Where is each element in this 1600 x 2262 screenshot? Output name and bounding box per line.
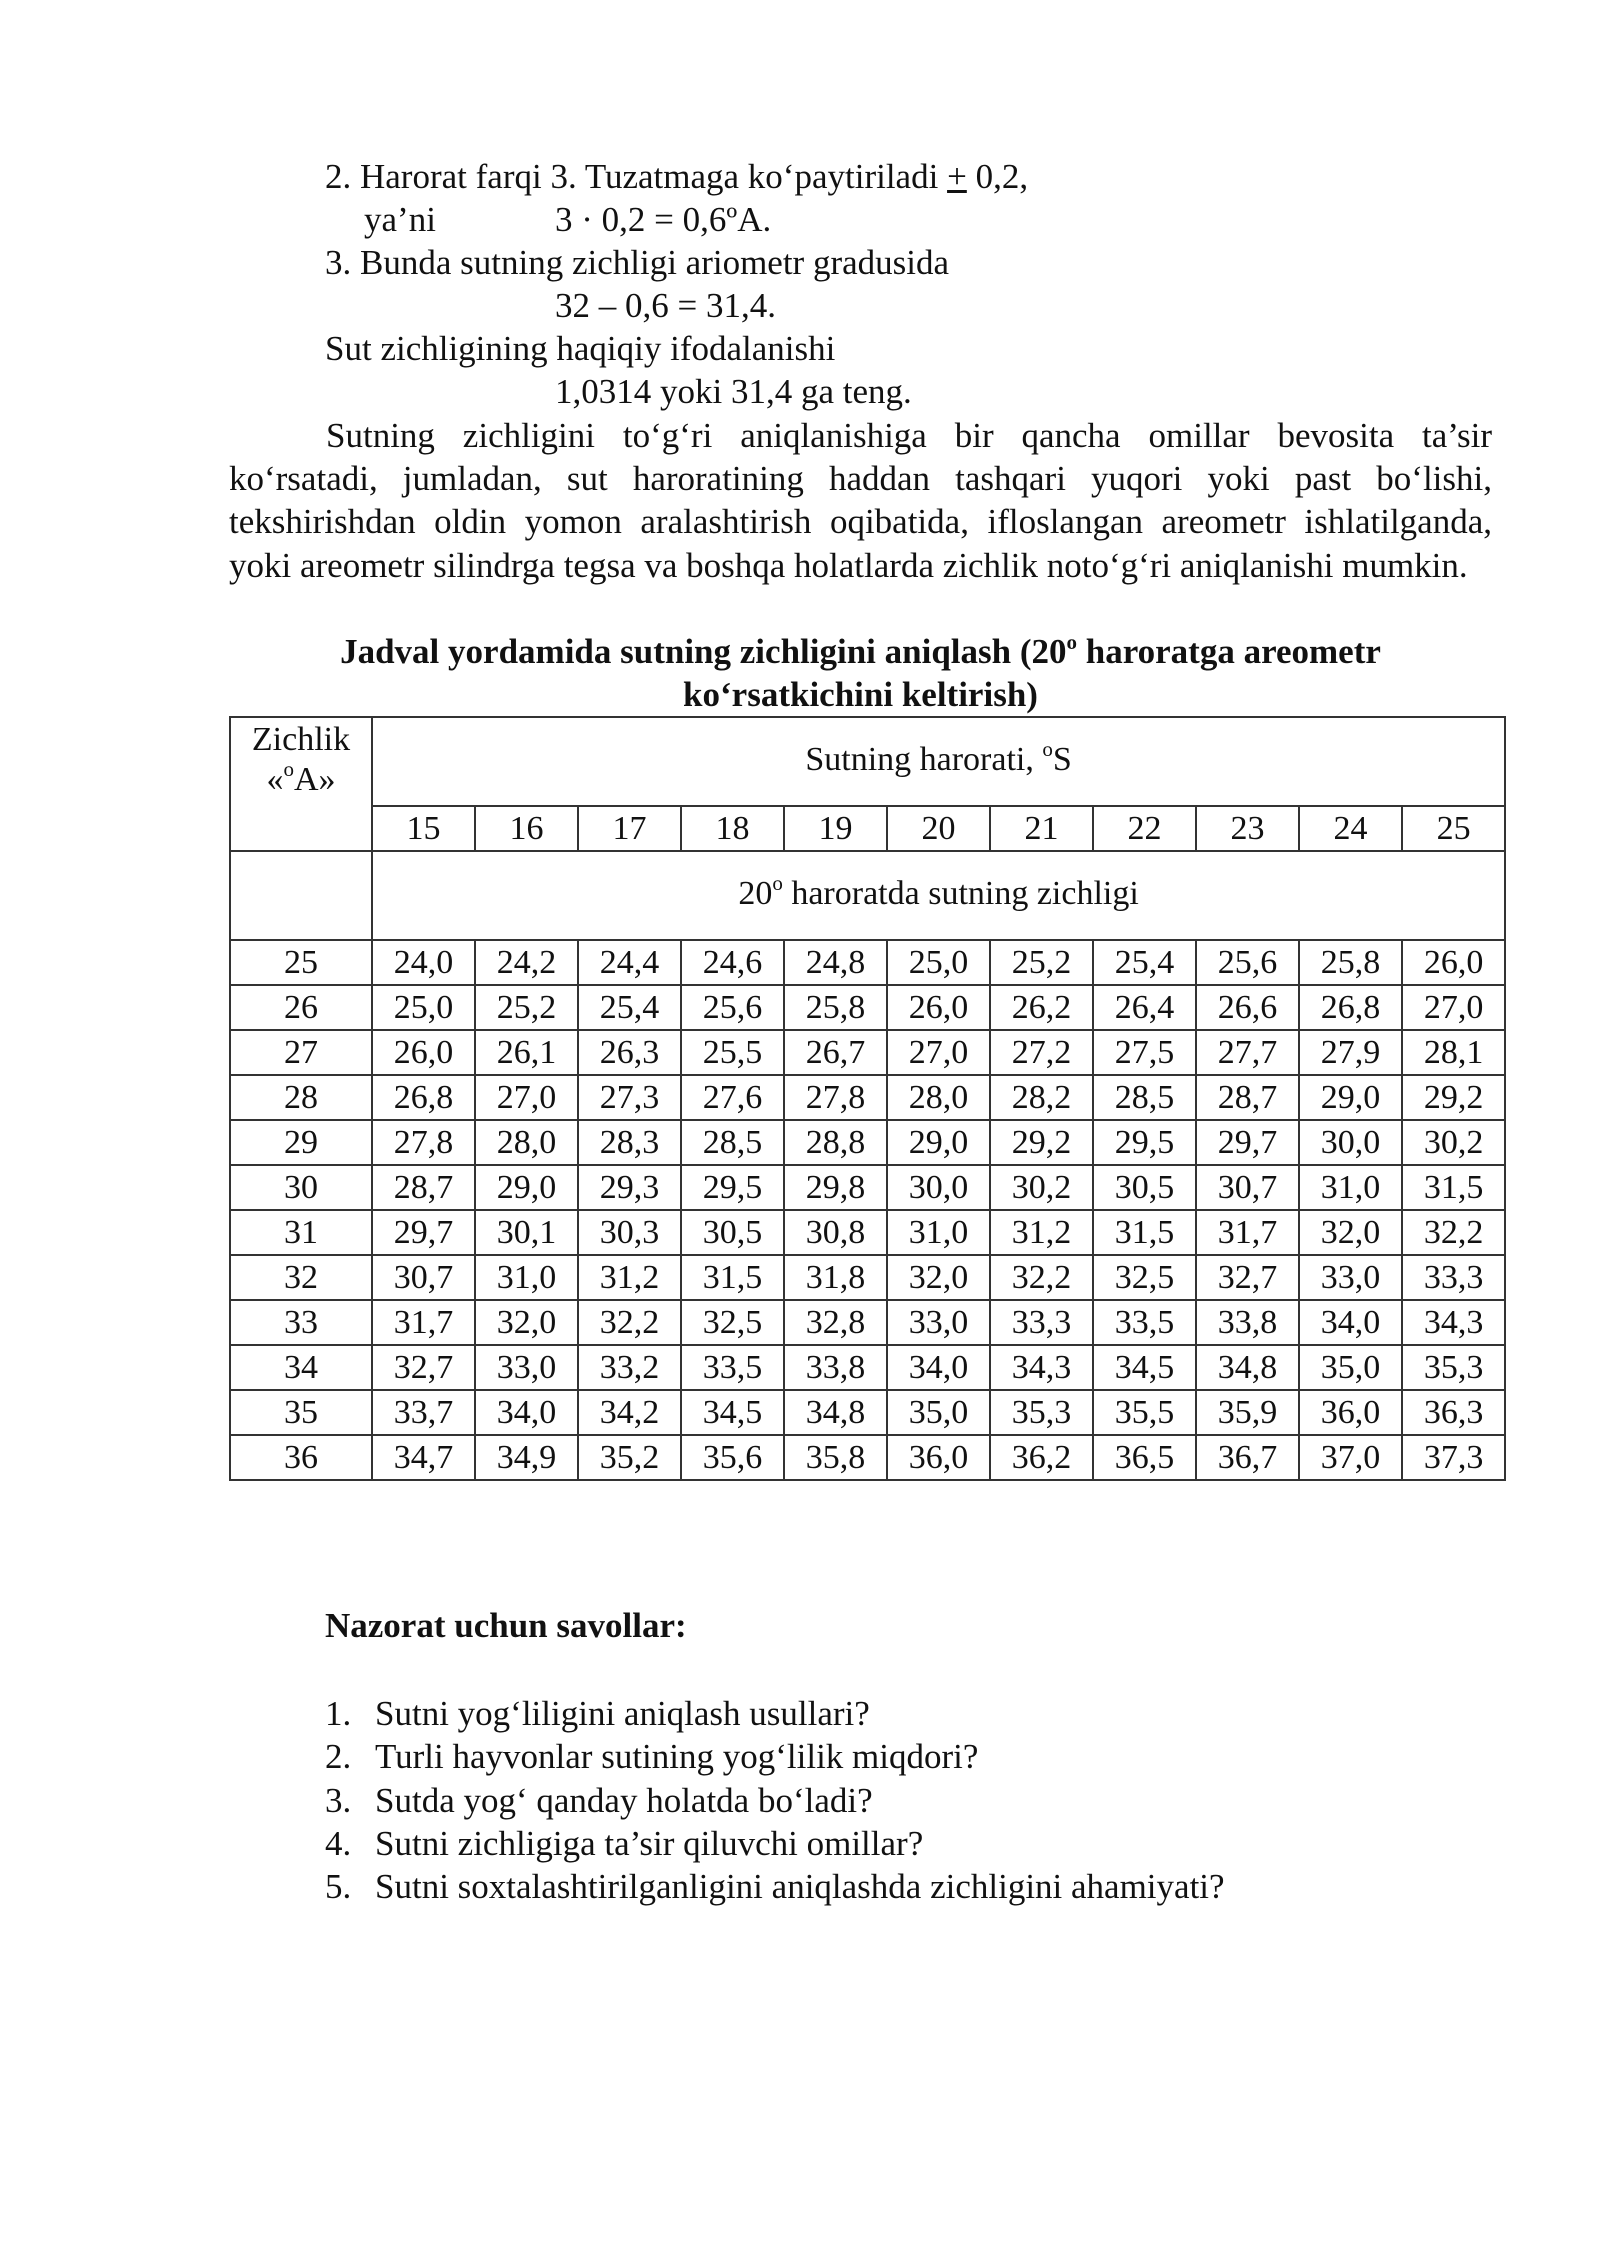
degree-superscript: o bbox=[772, 871, 783, 895]
density-value-cell: 31 bbox=[230, 1210, 372, 1255]
corrected-density-cell: 24,0 bbox=[372, 940, 475, 985]
corrected-density-cell: 33,5 bbox=[681, 1345, 784, 1390]
corrected-density-cell: 25,0 bbox=[887, 940, 990, 985]
corrected-density-cell: 25,8 bbox=[1299, 940, 1402, 985]
corrected-density-cell: 28,1 bbox=[1402, 1030, 1505, 1075]
body-paragraph: Sutning zichligini to‘g‘ri aniqlanishiga bir qancha omillar bevosita ta’sir ko‘rsatadi, jumladan, sut haroratining haddan tashqari yuqori yoki past bo‘lishi, tekshirishdan oldin yomon aralashtirish oqibatida, ifloslangan areometr ishlatilganda, yoki areometr silindrga tegsa va boshqa holatlarda zichlik noto‘g‘ri aniqlanishi mumkin. bbox=[229, 416, 1492, 585]
question-text: Sutda yog‘ qanday holatda bo‘ladi? bbox=[375, 1780, 873, 1820]
corrected-density-cell: 35,9 bbox=[1196, 1390, 1299, 1435]
corrected-density-cell: 30,1 bbox=[475, 1210, 578, 1255]
intro-line-5: Sut zichligining haqiqiy ifodalanishi bbox=[325, 329, 836, 368]
corrected-density-cell: 32,0 bbox=[887, 1255, 990, 1300]
density-value-cell: 29 bbox=[230, 1120, 372, 1165]
intro-line-1-tail: 0,2, bbox=[966, 157, 1029, 196]
corrected-density-cell: 27,8 bbox=[784, 1075, 887, 1120]
corrected-density-cell: 28,5 bbox=[1093, 1075, 1196, 1120]
corrected-density-cell: 37,3 bbox=[1402, 1435, 1505, 1480]
temperature-cell: 16 bbox=[475, 806, 578, 851]
density-value-cell: 25 bbox=[230, 940, 372, 985]
corrected-density-cell: 29,0 bbox=[1299, 1075, 1402, 1120]
questions-list bbox=[325, 1692, 1225, 1908]
corrected-density-cell: 32,2 bbox=[990, 1255, 1093, 1300]
temperature-cell: 20 bbox=[887, 806, 990, 851]
temperature-cell: 15 bbox=[372, 806, 475, 851]
density-header-quote-open: « bbox=[266, 761, 284, 798]
corrected-density-cell: 32,0 bbox=[1299, 1210, 1402, 1255]
corrected-density-cell: 28,0 bbox=[475, 1120, 578, 1165]
corrected-density-cell: 33,7 bbox=[372, 1390, 475, 1435]
corrected-density-cell: 30,8 bbox=[784, 1210, 887, 1255]
corrected-density-cell: 30,0 bbox=[1299, 1120, 1402, 1165]
corrected-density-cell: 35,0 bbox=[887, 1390, 990, 1435]
temperature-cell: 18 bbox=[681, 806, 784, 851]
table-title-part-b: haroratga areometr bbox=[1077, 632, 1381, 671]
density-header-unit: A» bbox=[293, 761, 336, 798]
density-value-cell: 27 bbox=[230, 1030, 372, 1075]
density-value-cell: 34 bbox=[230, 1345, 372, 1390]
corrected-density-cell: 29,8 bbox=[784, 1165, 887, 1210]
question-text: Turli hayvonlar sutining yog‘lilik miqdori? bbox=[375, 1737, 979, 1777]
corrected-density-cell: 28,5 bbox=[681, 1120, 784, 1165]
corrected-density-cell: 26,0 bbox=[887, 985, 990, 1030]
question-number: 1. bbox=[325, 1694, 352, 1733]
plus-minus-sign: + bbox=[947, 157, 967, 196]
corrected-density-cell: 24,4 bbox=[578, 940, 681, 985]
corrected-density-cell: 32,8 bbox=[784, 1300, 887, 1345]
corrected-density-cell: 34,8 bbox=[1196, 1345, 1299, 1390]
corrected-density-cell: 35,2 bbox=[578, 1435, 681, 1480]
corrected-density-cell: 33,8 bbox=[784, 1345, 887, 1390]
intro-line-2-word: ya’ni bbox=[364, 200, 436, 239]
corrected-density-cell: 26,6 bbox=[1196, 985, 1299, 1030]
corrected-density-cell: 27,6 bbox=[681, 1075, 784, 1120]
corrected-density-cell: 29,0 bbox=[887, 1120, 990, 1165]
corrected-density-cell: 26,8 bbox=[1299, 985, 1402, 1030]
temperature-header-text: Sutning harorati, bbox=[805, 741, 1043, 778]
table-title-part-a: Jadval yordamida sutning zichligini aniqlash (20 bbox=[340, 632, 1067, 671]
corrected-density-cell: 26,3 bbox=[578, 1030, 681, 1075]
question-text: Sutni yog‘liligini aniqlash usullari? bbox=[375, 1694, 870, 1733]
corrected-density-cell: 28,8 bbox=[784, 1120, 887, 1165]
intro-line-2-equation: 3 · 0,2 = 0,6ºA. bbox=[555, 200, 772, 239]
corrected-density-cell: 29,2 bbox=[990, 1120, 1093, 1165]
corrected-density-cell: 35,6 bbox=[681, 1435, 784, 1480]
corrected-density-cell: 32,5 bbox=[681, 1300, 784, 1345]
corrected-density-cell: 31,2 bbox=[990, 1210, 1093, 1255]
corrected-density-cell: 31,0 bbox=[1299, 1165, 1402, 1210]
corrected-density-cell: 30,3 bbox=[578, 1210, 681, 1255]
question-number: 4. bbox=[325, 1823, 352, 1863]
corrected-density-cell: 35,3 bbox=[1402, 1345, 1505, 1390]
corrected-density-cell: 33,0 bbox=[1299, 1255, 1402, 1300]
corrected-density-cell: 36,0 bbox=[1299, 1390, 1402, 1435]
corrected-density-cell: 30,7 bbox=[372, 1255, 475, 1300]
temperature-cell: 17 bbox=[578, 806, 681, 851]
question-number: 5. bbox=[325, 1867, 352, 1907]
corrected-density-cell: 31,0 bbox=[887, 1210, 990, 1255]
corrected-density-cell: 29,0 bbox=[475, 1165, 578, 1210]
table-row bbox=[230, 1210, 1505, 1255]
corrected-density-cell: 31,5 bbox=[1402, 1165, 1505, 1210]
corrected-density-cell: 24,8 bbox=[784, 940, 887, 985]
table-title-line-1 bbox=[229, 630, 1492, 678]
density-table bbox=[229, 716, 1506, 1481]
corrected-density-cell: 28,0 bbox=[887, 1075, 990, 1120]
degree-superscript: o bbox=[283, 757, 294, 781]
corrected-density-cell: 26,0 bbox=[372, 1030, 475, 1075]
corrected-density-cell: 29,5 bbox=[681, 1165, 784, 1210]
corrected-density-cell: 34,0 bbox=[887, 1345, 990, 1390]
question-item bbox=[325, 1735, 1225, 1778]
question-number: 2. bbox=[325, 1737, 352, 1777]
corrected-density-cell: 25,8 bbox=[784, 985, 887, 1030]
corrected-density-cell: 26,1 bbox=[475, 1030, 578, 1075]
table-row bbox=[230, 1435, 1505, 1480]
density-column-header bbox=[230, 717, 372, 851]
corrected-density-cell: 34,9 bbox=[475, 1435, 578, 1480]
corrected-density-cell: 27,0 bbox=[475, 1075, 578, 1120]
corrected-density-cell: 30,2 bbox=[990, 1165, 1093, 1210]
corrected-density-cell: 25,0 bbox=[372, 985, 475, 1030]
table-row bbox=[230, 1255, 1505, 1300]
corrected-density-cell: 34,0 bbox=[475, 1390, 578, 1435]
corrected-density-cell: 27,3 bbox=[578, 1075, 681, 1120]
density-at-20-header bbox=[372, 851, 1505, 940]
corrected-density-cell: 33,8 bbox=[1196, 1300, 1299, 1345]
corrected-density-cell: 25,6 bbox=[681, 985, 784, 1030]
corrected-density-cell: 35,3 bbox=[990, 1390, 1093, 1435]
corrected-density-cell: 25,5 bbox=[681, 1030, 784, 1075]
corrected-density-cell: 29,7 bbox=[372, 1210, 475, 1255]
corrected-density-cell: 35,8 bbox=[784, 1435, 887, 1480]
question-item bbox=[325, 1779, 1225, 1822]
corrected-density-cell: 30,0 bbox=[887, 1165, 990, 1210]
corrected-density-cell: 34,5 bbox=[681, 1390, 784, 1435]
corrected-density-cell: 33,3 bbox=[1402, 1255, 1505, 1300]
corrected-density-cell: 33,3 bbox=[990, 1300, 1093, 1345]
corrected-density-cell: 27,5 bbox=[1093, 1030, 1196, 1075]
density-value-cell: 35 bbox=[230, 1390, 372, 1435]
corrected-density-cell: 32,2 bbox=[1402, 1210, 1505, 1255]
corrected-density-cell: 26,7 bbox=[784, 1030, 887, 1075]
density-value-cell: 26 bbox=[230, 985, 372, 1030]
corrected-density-cell: 26,8 bbox=[372, 1075, 475, 1120]
table-title-line-2: ko‘rsatkichini keltirish) bbox=[683, 675, 1038, 714]
corrected-density-cell: 31,2 bbox=[578, 1255, 681, 1300]
corrected-density-cell: 29,2 bbox=[1402, 1075, 1505, 1120]
corrected-density-cell: 28,3 bbox=[578, 1120, 681, 1165]
corrected-density-cell: 29,7 bbox=[1196, 1120, 1299, 1165]
intro-line-1-text: 2. Harorat farqi 3. Tuzatmaga ko‘paytiriladi bbox=[325, 157, 948, 196]
question-text: Sutni zichligiga ta’sir qiluvchi omillar? bbox=[375, 1823, 924, 1863]
corrected-density-cell: 24,6 bbox=[681, 940, 784, 985]
temperature-cell: 24 bbox=[1299, 806, 1402, 851]
question-item bbox=[325, 1692, 1225, 1735]
corrected-density-cell: 36,3 bbox=[1402, 1390, 1505, 1435]
corrected-density-cell: 34,5 bbox=[1093, 1345, 1196, 1390]
corrected-density-cell: 34,2 bbox=[578, 1390, 681, 1435]
density-header-line-2 bbox=[231, 757, 371, 803]
empty-cell bbox=[230, 851, 372, 940]
table-row bbox=[230, 940, 1505, 985]
corrected-density-cell: 34,7 bbox=[372, 1435, 475, 1480]
density-value-cell: 32 bbox=[230, 1255, 372, 1300]
corrected-density-cell: 32,7 bbox=[1196, 1255, 1299, 1300]
corrected-density-cell: 26,2 bbox=[990, 985, 1093, 1030]
corrected-density-cell: 32,7 bbox=[372, 1345, 475, 1390]
question-item bbox=[325, 1822, 1225, 1865]
density-value-cell: 33 bbox=[230, 1300, 372, 1345]
intro-line-3: 3. Bunda sutning zichligi ariometr gradusida bbox=[325, 243, 950, 282]
corrected-density-cell: 36,2 bbox=[990, 1435, 1093, 1480]
density-header-line-1: Zichlik bbox=[251, 721, 351, 758]
density-value-cell: 30 bbox=[230, 1165, 372, 1210]
temperature-header-unit: S bbox=[1052, 741, 1072, 778]
corrected-density-cell: 35,5 bbox=[1093, 1390, 1196, 1435]
corrected-density-cell: 25,4 bbox=[1093, 940, 1196, 985]
corrected-density-cell: 33,5 bbox=[1093, 1300, 1196, 1345]
corrected-density-cell: 33,0 bbox=[475, 1345, 578, 1390]
questions-heading: Nazorat uchun savollar: bbox=[325, 1606, 687, 1645]
table-row bbox=[230, 1390, 1505, 1435]
corrected-density-cell: 31,5 bbox=[681, 1255, 784, 1300]
corrected-density-cell: 27,0 bbox=[1402, 985, 1505, 1030]
corrected-density-cell: 28,7 bbox=[1196, 1075, 1299, 1120]
corrected-density-cell: 31,7 bbox=[1196, 1210, 1299, 1255]
corrected-density-cell: 36,0 bbox=[887, 1435, 990, 1480]
corrected-density-cell: 31,8 bbox=[784, 1255, 887, 1300]
temperature-cell: 22 bbox=[1093, 806, 1196, 851]
temperature-values-row bbox=[230, 806, 1505, 851]
corrected-density-cell: 33,0 bbox=[887, 1300, 990, 1345]
corrected-density-cell: 25,2 bbox=[990, 940, 1093, 985]
table-row bbox=[230, 1120, 1505, 1165]
temperature-cell: 25 bbox=[1402, 806, 1505, 851]
table-row bbox=[230, 1075, 1505, 1120]
degree-superscript: o bbox=[1042, 737, 1053, 761]
corrected-density-cell: 25,6 bbox=[1196, 940, 1299, 985]
corrected-density-cell: 34,0 bbox=[1299, 1300, 1402, 1345]
corrected-density-cell: 29,3 bbox=[578, 1165, 681, 1210]
corrected-density-cell: 27,0 bbox=[887, 1030, 990, 1075]
temperature-cell: 19 bbox=[784, 806, 887, 851]
corrected-density-cell: 27,8 bbox=[372, 1120, 475, 1165]
corrected-density-cell: 32,5 bbox=[1093, 1255, 1196, 1300]
corrected-density-cell: 30,5 bbox=[1093, 1165, 1196, 1210]
corrected-density-cell: 36,5 bbox=[1093, 1435, 1196, 1480]
corrected-density-cell: 36,7 bbox=[1196, 1435, 1299, 1480]
intro-line-1 bbox=[325, 155, 1028, 198]
question-number: 3. bbox=[325, 1780, 352, 1820]
density-value-cell: 36 bbox=[230, 1435, 372, 1480]
corrected-density-cell: 24,2 bbox=[475, 940, 578, 985]
corrected-density-cell: 27,2 bbox=[990, 1030, 1093, 1075]
table-row bbox=[230, 1345, 1505, 1390]
corrected-density-cell: 30,7 bbox=[1196, 1165, 1299, 1210]
corrected-density-cell: 30,5 bbox=[681, 1210, 784, 1255]
corrected-density-cell: 30,2 bbox=[1402, 1120, 1505, 1165]
corrected-density-cell: 31,0 bbox=[475, 1255, 578, 1300]
corrected-density-cell: 28,7 bbox=[372, 1165, 475, 1210]
corrected-density-cell: 37,0 bbox=[1299, 1435, 1402, 1480]
corrected-density-cell: 25,4 bbox=[578, 985, 681, 1030]
temperature-header bbox=[372, 717, 1505, 806]
corrected-density-cell: 28,2 bbox=[990, 1075, 1093, 1120]
question-text: Sutni soxtalashtirilganligini aniqlashda zichligini ahamiyati? bbox=[375, 1867, 1225, 1907]
corrected-density-cell: 27,7 bbox=[1196, 1030, 1299, 1075]
subheader-text: haroratda sutning zichligi bbox=[782, 875, 1139, 912]
subheader-temperature: 20 bbox=[738, 875, 773, 912]
corrected-density-cell: 26,0 bbox=[1402, 940, 1505, 985]
degree-superscript: o bbox=[1066, 630, 1078, 654]
question-item bbox=[325, 1865, 1225, 1908]
corrected-density-cell: 32,2 bbox=[578, 1300, 681, 1345]
corrected-density-cell: 34,8 bbox=[784, 1390, 887, 1435]
corrected-density-cell: 34,3 bbox=[990, 1345, 1093, 1390]
density-value-cell: 28 bbox=[230, 1075, 372, 1120]
corrected-density-cell: 32,0 bbox=[475, 1300, 578, 1345]
temperature-cell: 23 bbox=[1196, 806, 1299, 851]
corrected-density-cell: 26,4 bbox=[1093, 985, 1196, 1030]
corrected-density-cell: 34,3 bbox=[1402, 1300, 1505, 1345]
table-row bbox=[230, 1165, 1505, 1210]
corrected-density-cell: 27,9 bbox=[1299, 1030, 1402, 1075]
intro-line-6: 1,0314 yoki 31,4 ga teng. bbox=[555, 372, 912, 411]
table-header-row bbox=[230, 717, 1505, 806]
temperature-cell: 21 bbox=[990, 806, 1093, 851]
corrected-density-cell: 35,0 bbox=[1299, 1345, 1402, 1390]
corrected-density-cell: 33,2 bbox=[578, 1345, 681, 1390]
intro-line-4: 32 – 0,6 = 31,4. bbox=[555, 286, 776, 325]
subheader-row bbox=[230, 851, 1505, 940]
corrected-density-cell: 29,5 bbox=[1093, 1120, 1196, 1165]
corrected-density-cell: 31,5 bbox=[1093, 1210, 1196, 1255]
table-row bbox=[230, 1030, 1505, 1075]
corrected-density-cell: 31,7 bbox=[372, 1300, 475, 1345]
table-row bbox=[230, 985, 1505, 1030]
table-row bbox=[230, 1300, 1505, 1345]
corrected-density-cell: 25,2 bbox=[475, 985, 578, 1030]
